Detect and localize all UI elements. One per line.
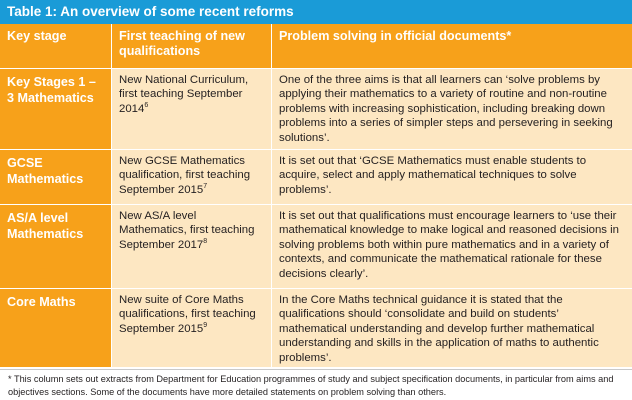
row-2-first-teaching [111, 149, 271, 204]
row-4-footnote-ref: 9 [203, 322, 208, 330]
row-1-problem-solving: One of the three aims is that all learners can ‘solve problems by applying their mathematics to a variety of routine and non-routine problems with increasing sophistication, including breaking down problems into a series of simpler steps and persevering in seeking solutions’. [271, 68, 632, 149]
row-2-first-teaching-text: New GCSE Mathematics qualification, first teaching September 2015 [119, 155, 251, 196]
row-3-key-stage: AS/A level Mathematics [0, 204, 111, 288]
header-key-stage: Key stage [0, 24, 111, 68]
row-3-footnote-ref: 8 [203, 238, 208, 246]
row-1-first-teaching-text: New National Curriculum, first teaching September 2014 [119, 74, 249, 115]
row-1-first-teaching [111, 68, 271, 149]
row-1-key-stage: Key Stages 1 – 3 Mathematics [0, 68, 111, 149]
row-2-footnote-ref: 7 [203, 183, 208, 191]
table-footnote: * This column sets out extracts from Department for Education programmes of study and subject specification documents, in particular from aims and objectives sections. Some of the documents have more detailed statements on problem solving than others. [0, 369, 632, 400]
reforms-table [0, 24, 632, 367]
row-3-first-teaching [111, 204, 271, 288]
row-2-key-stage: GCSE Mathematics [0, 149, 111, 204]
table-title: Table 1: An overview of some recent reforms [0, 0, 632, 24]
header-first-teaching: First teaching of new qualifications [111, 24, 271, 68]
header-problem-solving: Problem solving in official documents* [271, 24, 632, 68]
row-4-key-stage: Core Maths [0, 288, 111, 367]
row-4-first-teaching [111, 288, 271, 367]
row-4-problem-solving: In the Core Maths technical guidance it is stated that the qualifications should ‘consolidate and build on students’ mathematical understanding and develop further mathematical understanding and skills in the application of maths to authentic problems’. [271, 288, 632, 367]
row-1-footnote-ref: 6 [144, 102, 149, 110]
row-3-problem-solving: It is set out that qualifications must encourage learners to ‘use their mathematical knowledge to make logical and reasoned decisions in solving problems both within pure mathematics and in a variety of contexts, and communicate the mathematical rationale for these decisions clearly’. [271, 204, 632, 288]
row-3-first-teaching-text: New AS/A level Mathematics, first teaching September 2017 [119, 210, 255, 251]
row-2-problem-solving: It is set out that ‘GCSE Mathematics must enable students to acquire, select and apply mathematical techniques to solve problems’. [271, 149, 632, 204]
row-4-first-teaching-text: New suite of Core Maths qualifications, first teaching September 2015 [119, 294, 256, 335]
